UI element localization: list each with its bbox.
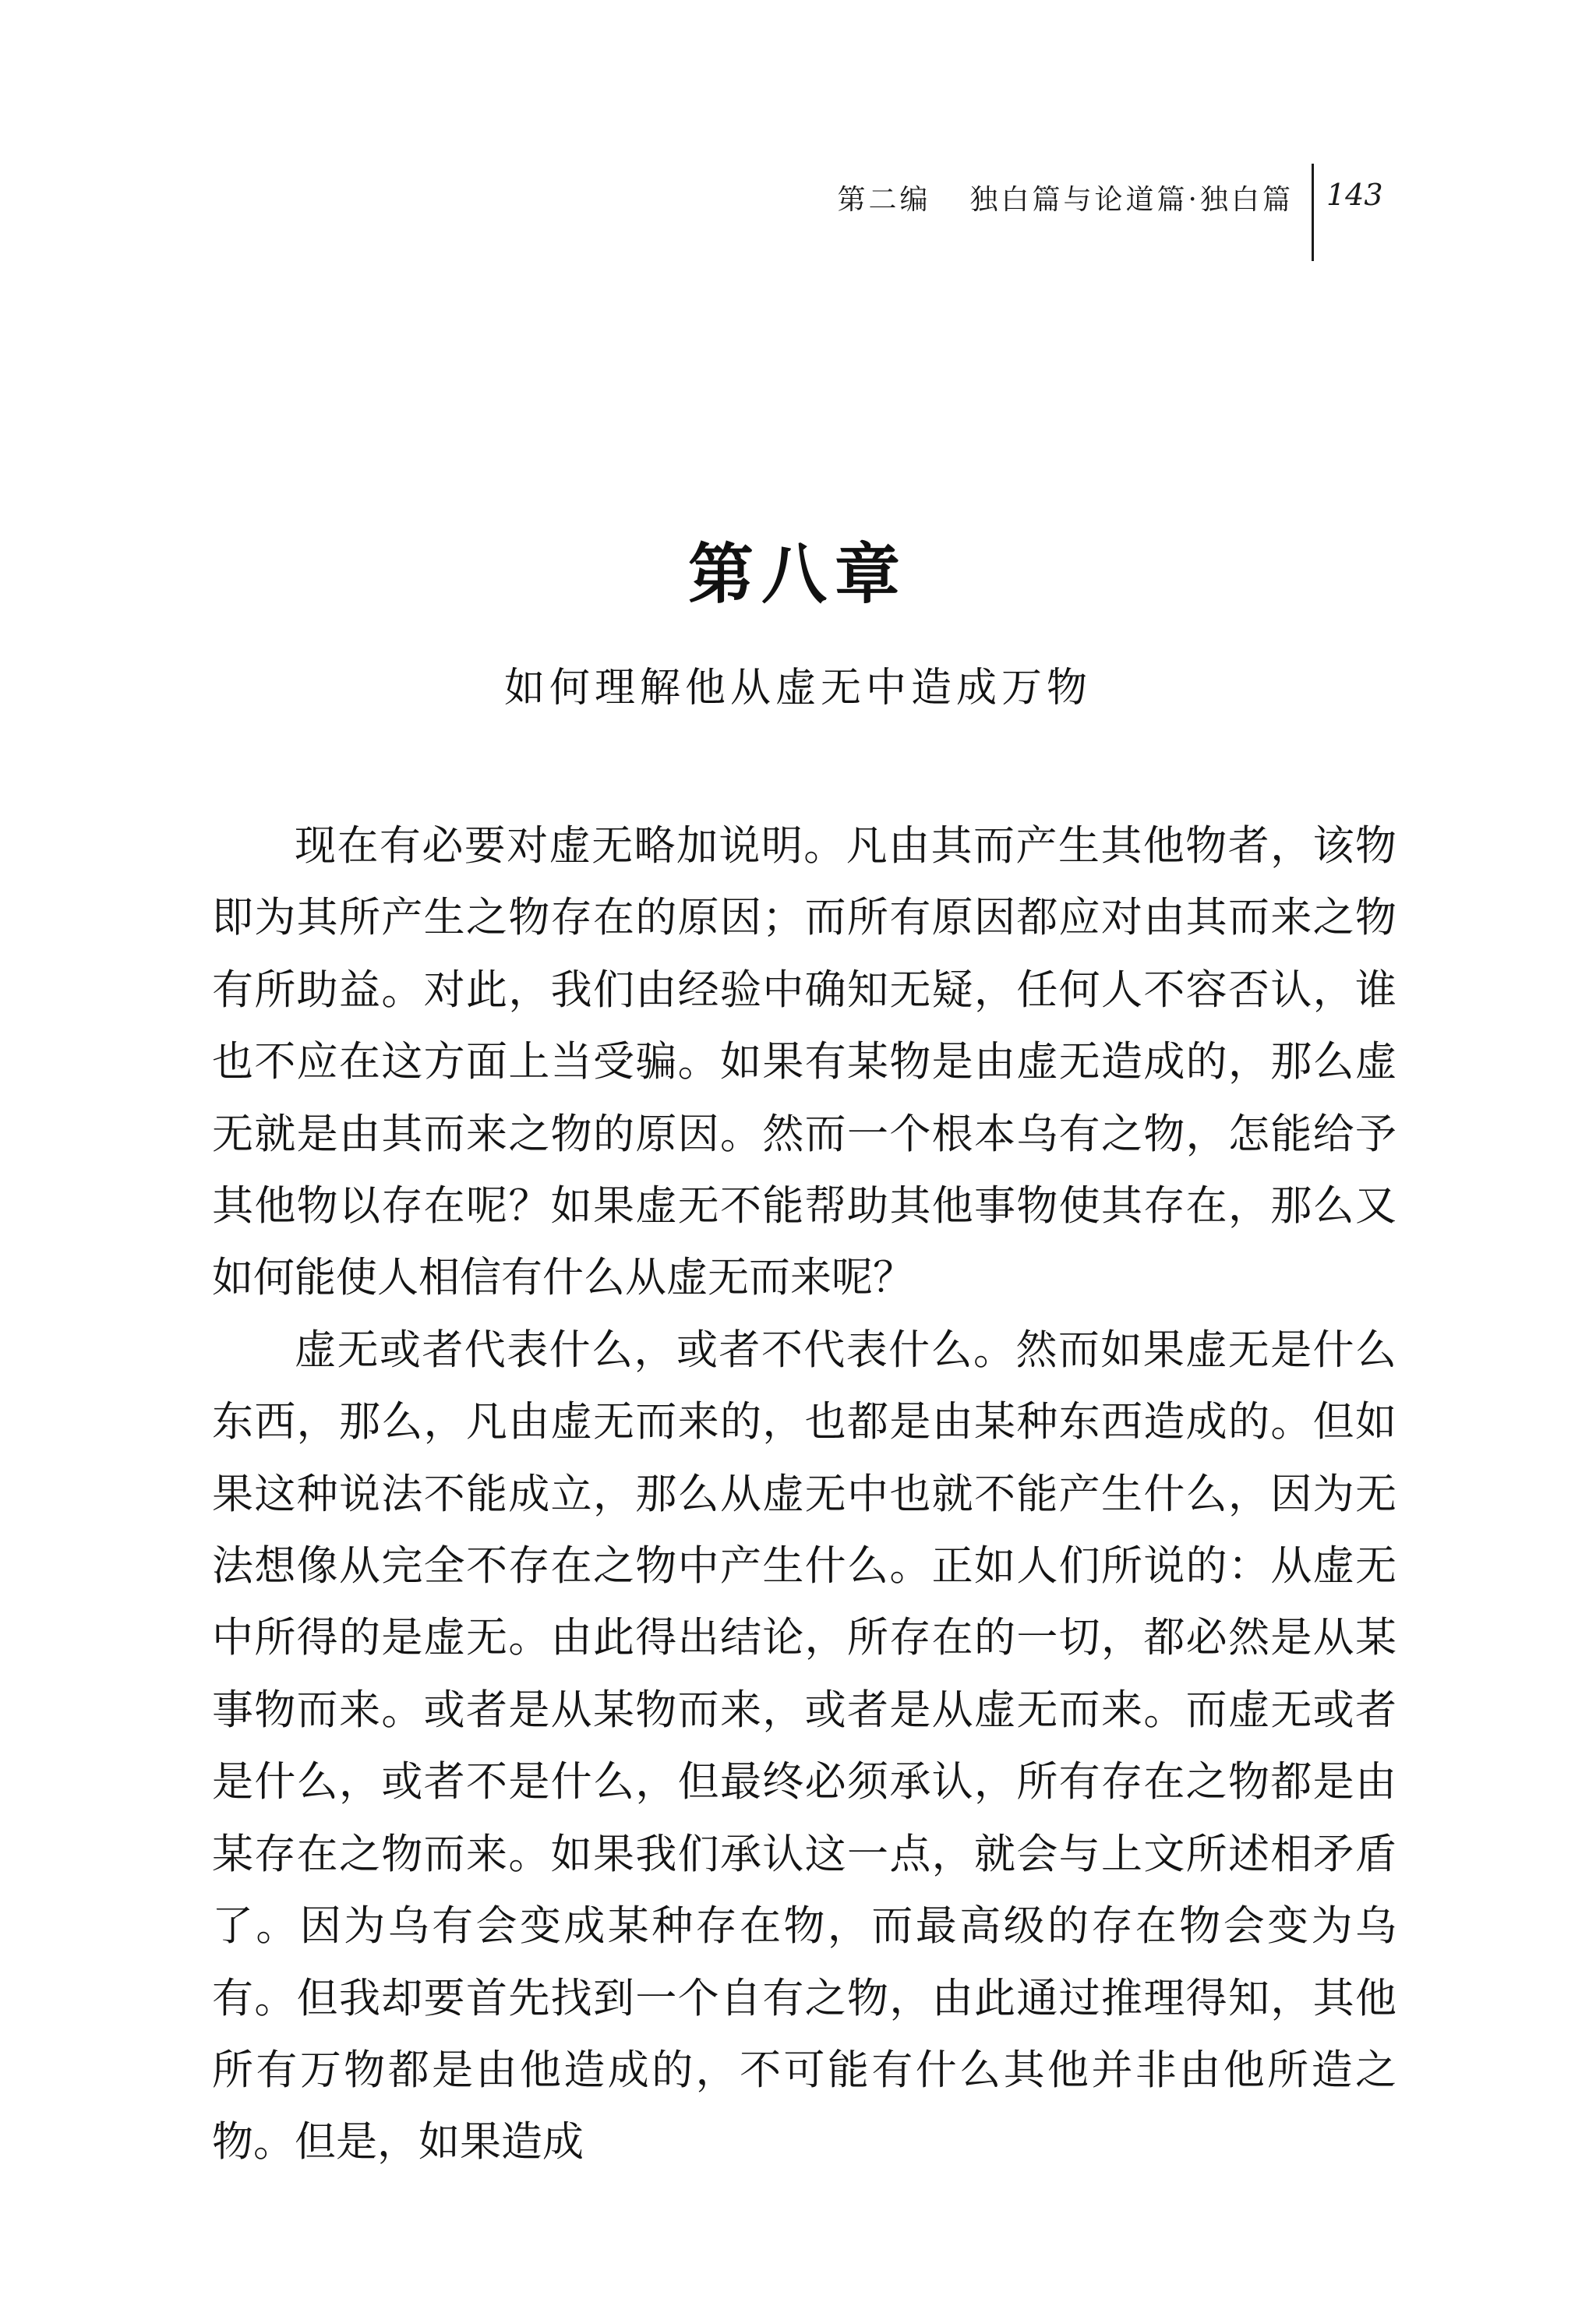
chapter-subtitle: 如何理解他从虚无中造成万物 — [503, 665, 1092, 712]
paragraph: 虚无或者代表什么，或者不代表什么。然而如果虚无是什么东西，那么，凡由虚无而来的，也都是由某种东西造成的。但如果这种说法不能成立，那么从虚无中也就不能产生什么，因为无法想像从完全不存在之物中产生什么。正如人们所说的：从虚无中所得的是虚无。由此得出结论，所存在的一切，都必然是从某事物而来。或者是从某物而来，或者是从虚无而来。而虚无或者是什么，或者不是什么，但最终必须承认，所有存在之物都是由某存在之物而来。如果我们承认这一点，就会与上文所述相矛盾了。因为乌有会变成某种存在物，而最高级的存在物会变为乌有。但我却要首先找到一个自有之物，由此通过推理得知，其他所有万物都是由他造成的，不可能有什么其他并非由他所造之物。但是，如果造成 — [212, 1326, 1396, 2166]
header-section: 独白篇与论道篇·独白篇 — [969, 184, 1294, 216]
running-header — [0, 178, 1294, 217]
page-number: 143 — [1326, 178, 1383, 212]
paragraph: 现在有必要对虚无略加说明。凡由其而产生其他物者，该物即为其所产生之物存在的原因；而所有原因都应对由其而来之物有所助益。对此，我们由经验中确知无疑，任何人不容否认，谁也不应在这方面上当受骗。如果有某物是由虚无造成的，那么虚无就是由其而来之物的原因。然而一个根本乌有之物，怎能给予其他物以存在呢？如果虚无不能帮助其他事物使其存在，那么又如何能使人相信有什么从虚无而来呢？ — [212, 822, 1396, 1302]
body-text — [212, 810, 1396, 2179]
header-divider — [1312, 164, 1314, 261]
chapter-title: 第八章 — [687, 535, 908, 613]
header-part: 第二编 — [837, 184, 931, 216]
